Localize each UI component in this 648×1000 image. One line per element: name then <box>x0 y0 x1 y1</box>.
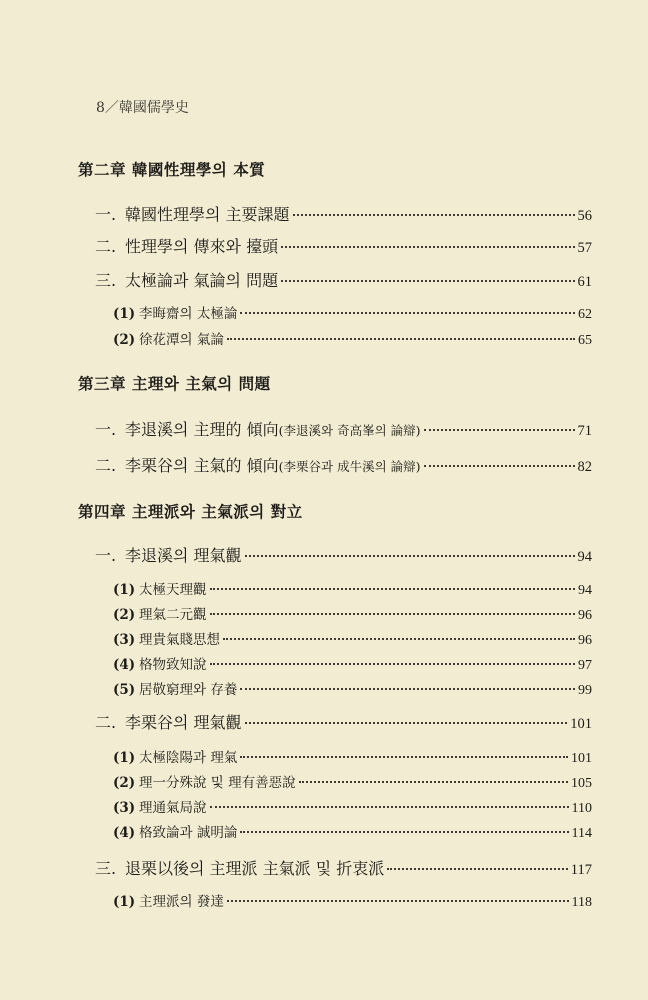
entry-number: (2) <box>113 607 136 623</box>
dot-leader <box>240 688 575 690</box>
entry-note: (李退溪와 奇高峯의 論辯) <box>278 423 421 438</box>
entry-number: 三. <box>95 271 117 290</box>
entry-number: (3) <box>113 632 136 648</box>
entry-number: 二. <box>95 456 117 475</box>
chapter-heading: 第四章 主理派와 主氣派의 對立 <box>78 502 303 521</box>
page-number: 71 <box>577 423 592 439</box>
page-number: 65 <box>578 333 592 348</box>
toc-entry[interactable] <box>95 856 592 879</box>
page-number: 82 <box>577 459 592 475</box>
entry-title: 李退溪의 理氣觀 <box>125 546 242 565</box>
toc-subentry[interactable] <box>113 628 592 649</box>
page-number: 94 <box>578 583 592 598</box>
dot-leader <box>293 214 575 216</box>
entry-number: (4) <box>113 825 136 841</box>
entry-title: 格物致知說 <box>139 657 207 673</box>
toc-entry[interactable] <box>95 268 592 291</box>
entry-number: 二. <box>95 237 117 256</box>
page-number: 57 <box>577 240 592 256</box>
entry-number: (1) <box>113 750 136 766</box>
page-number: 56 <box>577 208 592 224</box>
dot-leader <box>227 900 569 902</box>
dot-leader <box>227 338 575 340</box>
page-number: 99 <box>578 683 592 698</box>
page-number: 110 <box>571 801 592 816</box>
page-number: 117 <box>570 862 592 878</box>
entry-title: 理通氣局說 <box>139 800 207 816</box>
dot-leader <box>424 429 575 431</box>
page-number: 96 <box>578 608 592 623</box>
entry-title: 李晦齋의 太極論 <box>139 306 238 322</box>
dot-leader <box>240 756 568 758</box>
entry-number: 三. <box>95 859 117 878</box>
page-number: 101 <box>570 716 592 732</box>
toc-entry[interactable] <box>95 710 592 733</box>
entry-number: (5) <box>113 682 136 698</box>
entry-number: (1) <box>113 582 136 598</box>
dot-leader <box>424 465 575 467</box>
page-number: 61 <box>577 274 592 290</box>
chapter-heading: 第三章 主理와 主氣의 問題 <box>78 374 271 393</box>
entry-title: 徐花潭의 氣論 <box>139 332 224 348</box>
dot-leader <box>299 781 568 783</box>
entry-number: (4) <box>113 657 136 673</box>
dot-leader <box>245 722 568 724</box>
entry-title: 理貴氣賤思想 <box>139 632 220 648</box>
page-number: 101 <box>571 751 592 766</box>
dot-leader <box>281 246 574 248</box>
dot-leader <box>210 588 576 590</box>
toc-subentry[interactable] <box>113 678 592 699</box>
toc-entry[interactable] <box>95 417 592 440</box>
running-head: 8／韓國儒學史 <box>96 100 189 116</box>
entry-title: 理一分殊說 및 理有善惡說 <box>139 775 296 791</box>
entry-title: 太極天理觀 <box>139 582 207 598</box>
page-number: 97 <box>578 658 592 673</box>
entry-title: 主理派의 發達 <box>139 894 224 910</box>
entry-title: 太極陰陽과 理氣 <box>139 750 238 766</box>
toc-subentry[interactable] <box>113 302 592 323</box>
chapter-heading: 第二章 韓國性理學의 本質 <box>78 160 266 179</box>
page-number: 118 <box>571 895 592 910</box>
toc-subentry[interactable] <box>113 771 592 792</box>
dot-leader <box>387 868 568 870</box>
toc-subentry[interactable] <box>113 890 592 911</box>
entry-number: 一. <box>95 546 117 565</box>
dot-leader <box>210 806 569 808</box>
entry-number: 二. <box>95 713 117 732</box>
entry-number: (2) <box>113 775 136 791</box>
entry-title: 性理學의 傳來와 擡頭 <box>125 237 279 256</box>
toc-subentry[interactable] <box>113 603 592 624</box>
entry-title: 理氣二元觀 <box>139 607 207 623</box>
dot-leader <box>223 638 575 640</box>
entry-number: (1) <box>113 306 136 322</box>
entry-title: 李栗谷의 理氣觀 <box>125 713 242 732</box>
entry-title: 李栗谷의 主氣的 傾向(李栗谷과 成牛溪의 論辯) <box>125 456 421 475</box>
entry-title: 太極論과 氣論의 問題 <box>125 271 279 290</box>
entry-title: 退栗以後의 主理派 主氣派 및 折衷派 <box>125 859 385 878</box>
dot-leader <box>210 613 576 615</box>
toc-subentry[interactable] <box>113 328 592 349</box>
page-number: 96 <box>578 633 592 648</box>
entry-number: 一. <box>95 420 117 439</box>
toc-subentry[interactable] <box>113 821 592 842</box>
toc-entry[interactable] <box>95 234 592 257</box>
dot-leader <box>240 312 575 314</box>
toc-entry[interactable] <box>95 543 592 566</box>
entry-note: (李栗谷과 成牛溪의 論辯) <box>278 459 421 474</box>
dot-leader <box>281 280 574 282</box>
dot-leader <box>240 831 568 833</box>
page-number: 105 <box>571 776 592 791</box>
toc-subentry[interactable] <box>113 796 592 817</box>
entry-title: 格致論과 誠明論 <box>139 825 238 841</box>
dot-leader <box>245 555 575 557</box>
page-number: 94 <box>577 549 592 565</box>
page-number: 62 <box>578 307 592 322</box>
entry-title: 韓國性理學의 主要課題 <box>125 205 290 224</box>
entry-title: 李退溪의 主理的 傾向(李退溪와 奇高峯의 論辯) <box>125 420 421 439</box>
entry-number: (3) <box>113 800 136 816</box>
page-number: 114 <box>571 826 592 841</box>
entry-number: 一. <box>95 205 117 224</box>
entry-number: (2) <box>113 332 136 348</box>
toc-subentry[interactable] <box>113 746 592 767</box>
toc-subentry[interactable] <box>113 653 592 674</box>
entry-title: 居敬窮理와 存養 <box>139 682 238 698</box>
entry-number: (1) <box>113 894 136 910</box>
toc-entry[interactable] <box>95 202 592 225</box>
toc-subentry[interactable] <box>113 578 592 599</box>
toc-entry[interactable] <box>95 453 592 476</box>
dot-leader <box>210 663 576 665</box>
